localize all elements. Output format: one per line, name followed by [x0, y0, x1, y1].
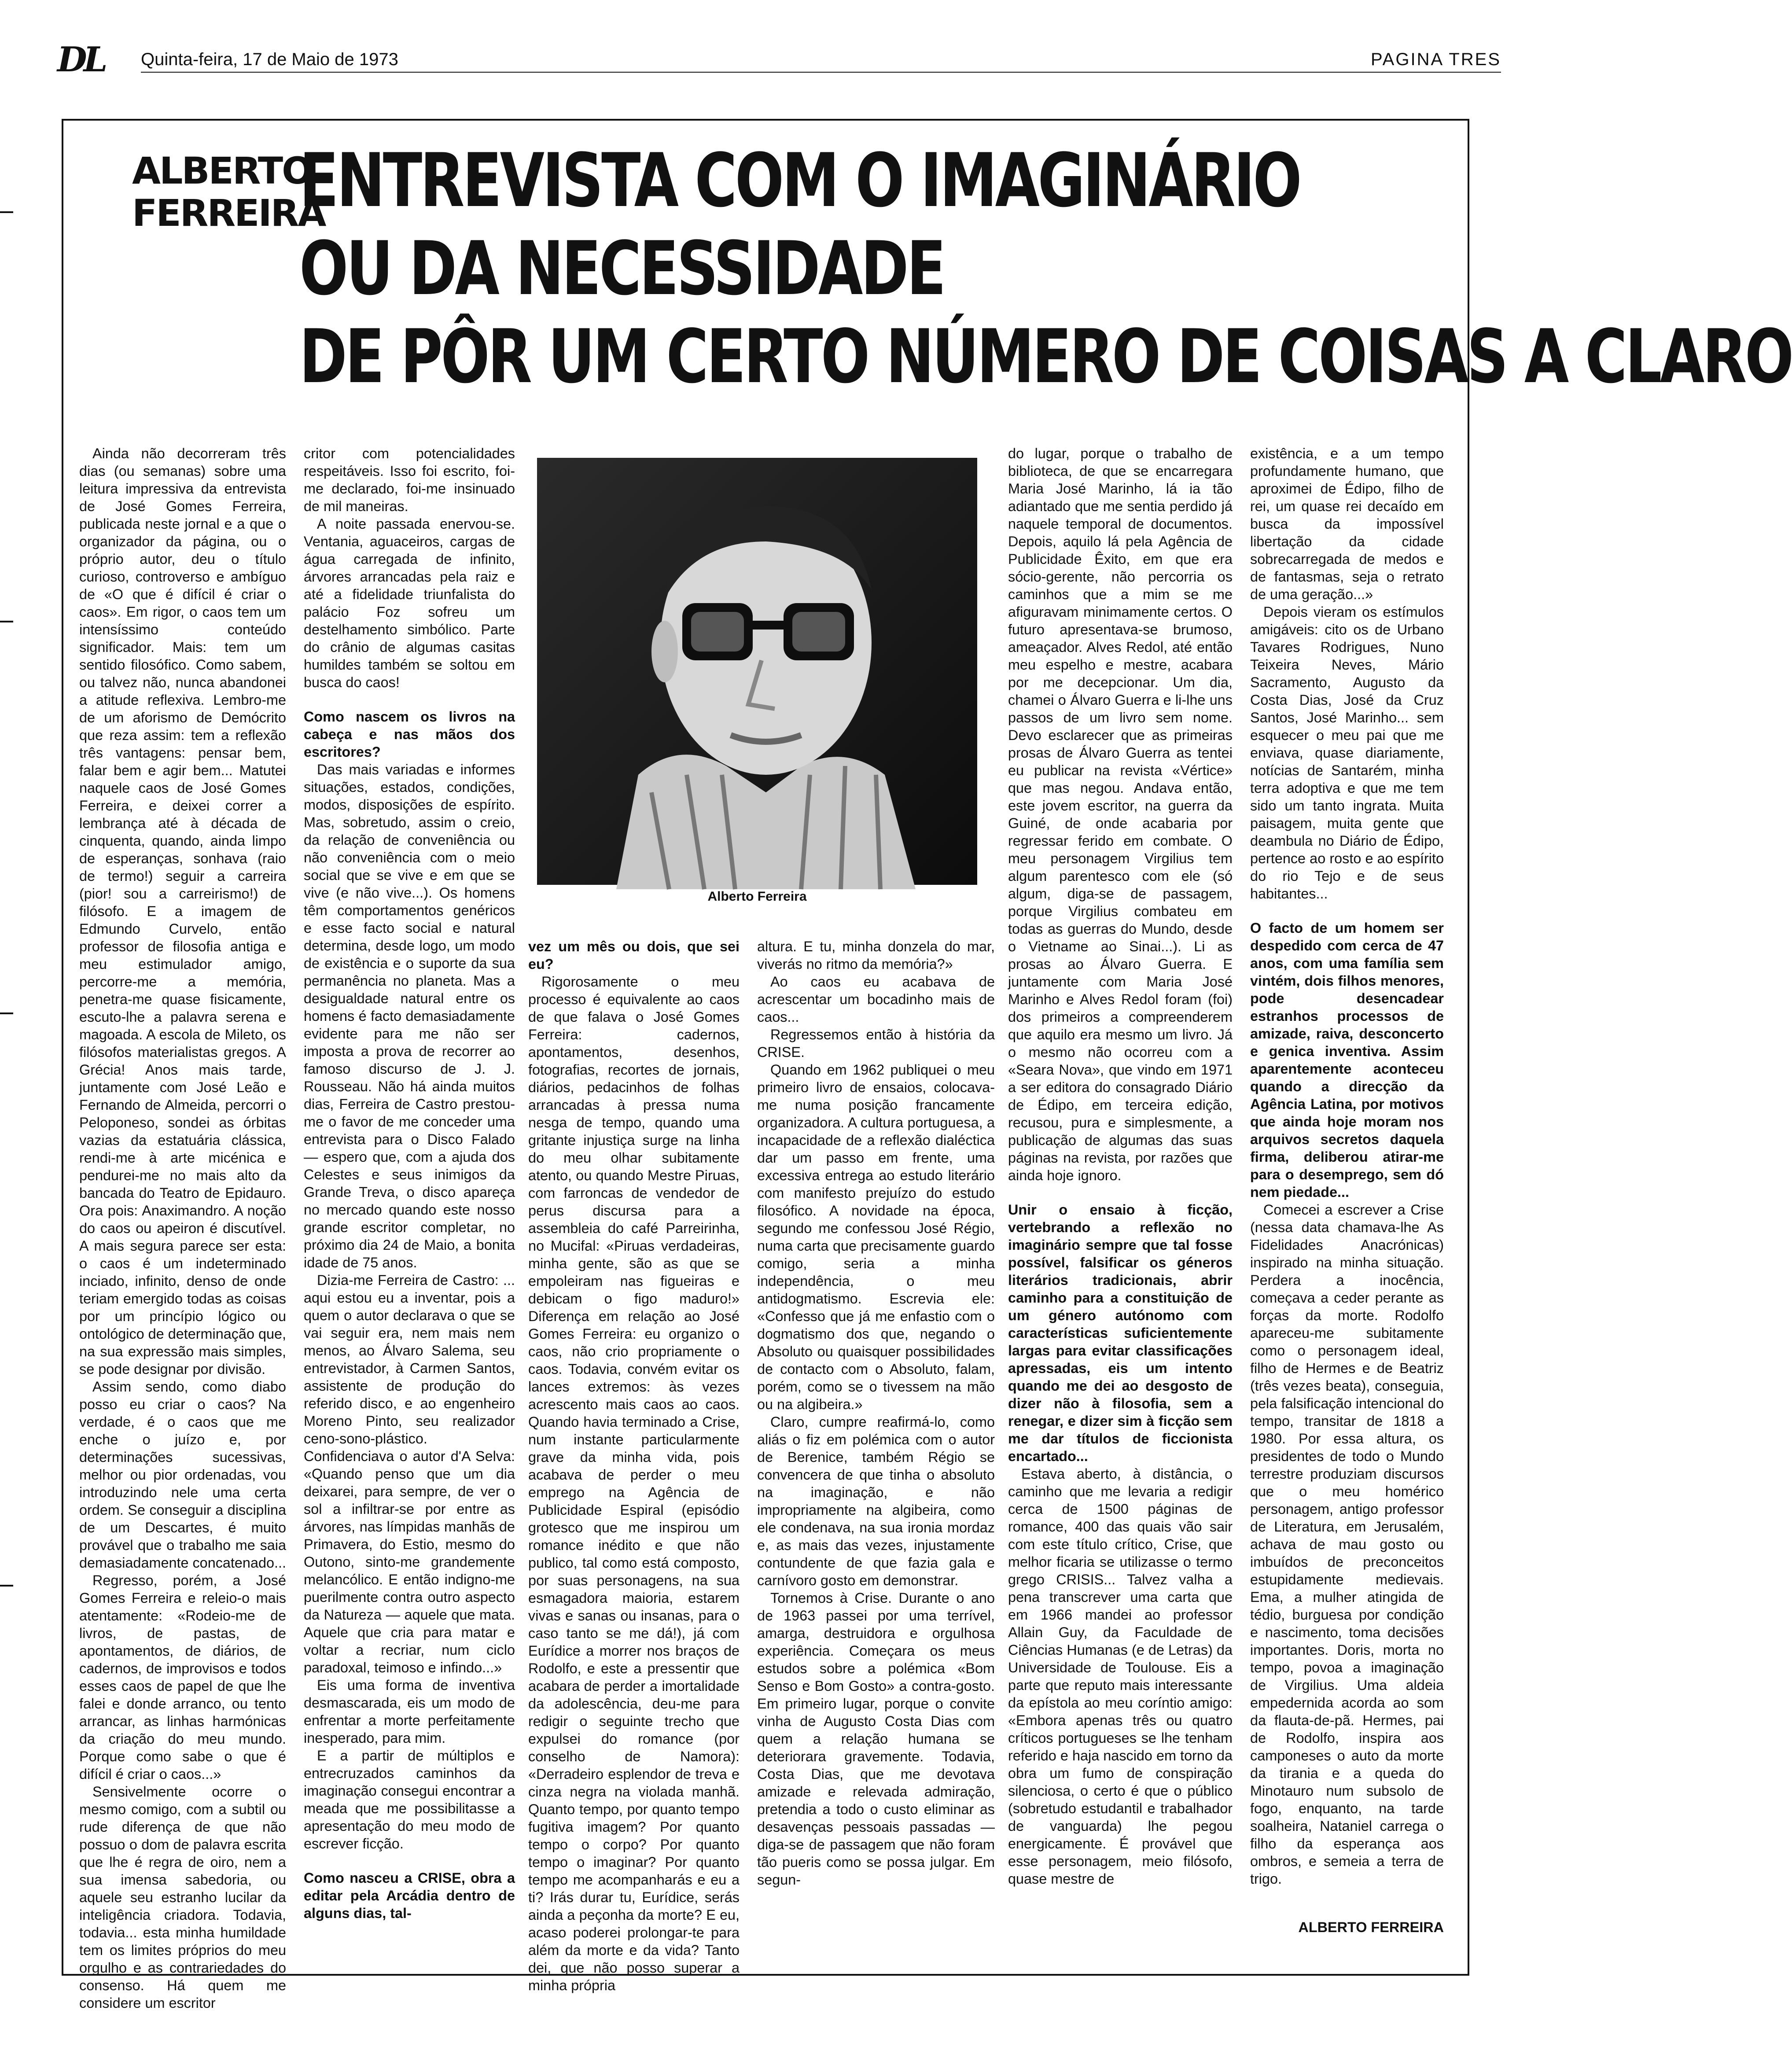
- paragraph: Claro, cumpre reafirmá-lo, como aliás o fiz em polémica com o autor de Berenice, também Régio se convencera de que tinha o absoluto na imaginação, e não impropriamente na algibeira, como ele condenava, na sua ironia mordaz e, as mais das vezes, injustamente contundente de que fazia gala e carnívoro gosto em demonstrar.: [757, 1414, 995, 1588]
- paragraph: Das mais variadas e informes situações, estados, condições, modos, disposições de espírito. Mas, sobretudo, assim o creio, da relação de conveniência ou não conveniência com o meio social que se vive e em que se vive (e não vive...). Os homens têm comportamentos genéricos e esse facto social e natural determina, desde logo, um modo de existência e o suporte da sua permanência no planeta. Mas a desigualdade natural entre os homens é facto demasiadamente evidente para me não ser imposta a prova de recorrer ao famoso discurso de J. J. Rousseau. Não há ainda muitos dias, Ferreira de Castro prestou-me o favor de me conceder uma entrevista para o Disco Falado — espero que, com a ajuda dos Celestes e seus inimigos da Grande Treva, o disco apareça no mercado quando este nosso grande escritor completar, no próximo dia 24 de Maio, a bonita idade de 75 anos.: [304, 762, 515, 1270]
- paragraph: Rigorosamente o meu processo é equivalente ao caos de que falava o José Gomes Ferreira: cadernos, apontamentos, desenhos, fotografias, recortes de jornais, diários, pedacinhos de folhas arrancadas à pressa numa nesga de tempo, quando uma gritante injustiça surge na linha do meu olhar subitamente atento, ou quando Mestre Piruas, com farroncas de vendedor de perus discursa para a assembleia do café Parreirinha, no Mucifal: «Piruas verdadeiras, minha gente, são as que se empoleiram nas figueiras e debicam o figo maduro!» Diferença em relação ao José Gomes Ferreira: eu organizo o caos, não crio propriamente o caos. Todavia, convém evitar os lances extremos: às vezes acrescento mais caos ao caos. Quando havia terminado a Crise, num instante particularmente grave da minha vida, pois acabava de perder o meu emprego na Agência de Publicidade Espiral (episódio grotesco que me inspirou um romance inédito e que não publico, tal como está composto, por suas personagens, na sua esmagadora maioria, estarem vivas e sanas ou insanas, para o caso tanto se me dá!), já com Eurídice a morrer nos braços de Rodolfo, e este a pressentir que acabara de perder a imortalidade da adolescência, deu-me para redigir o seguinte trecho que expulsei do romance (por conselho de Namora): «Derradeiro esplendor de treva e cinza negra na violada manhã. Quanto tempo, por quanto tempo fugitiva imagem? Por quanto tempo o corpo? Por quanto tempo o imaginar? Por quanto tempo me acompanharás e eu a ti? Irás durar tu, Eurídice, serás ainda a peçonha da morte? E eu, acaso poderei prolongar-te para além da morte e da vida? Tanto dei, que não posso superar a minha própria: [528, 974, 740, 1993]
- issue-date: Quinta-feira, 17 de Maio de 1973: [141, 50, 398, 69]
- author-byline: [132, 149, 325, 235]
- article-column-6: [1250, 445, 1444, 1936]
- header-rule: [141, 72, 1501, 73]
- margin-mark: [0, 621, 13, 622]
- paragraph: Sensivelmente ocorre o mesmo comigo, com a subtil ou rude diferença de que não possuo o dom de palavra escrita que lhe é regra de oiro, nem a sua imensa sabedoria, ou aquele seu estranho lucilar da inteligência criadora. Todavia, todavia... esta minha humildade tem os limites próprios do meu orgulho e as contrariedades do consenso. Há quem me considere um escritor: [79, 1784, 286, 2011]
- byline-last-name: FERREIRA: [132, 191, 325, 235]
- paragraph: Ainda não decorreram três dias (ou semanas) sobre uma leitura impressiva da entrevista de José Gomes Ferreira, publicada neste jornal e a que o organizador da página, ou o próprio autor, deu o título curioso, controverso e ambíguo de «O que é difícil é criar o caos». Em rigor, o caos tem um intensíssimo conteúdo significador. Mais: tem um sentido filosófico. Como sabem, ou talvez não, nunca abandonei a atitude reflexiva. Lembro-me de um aforismo de Demócrito que reza assim: tem a reflexão três vantagens: pensar bem, falar bem e agir bem... Matutei naquele caos de José Gomes Ferreira, e deixei correr a lembrança até à década de cinquenta, quando, ainda limpo de esperanças, sonhava (raio de termo!) seguir a carreira (pior! sou a carreirismo!) de filósofo. E a imagem de Edmundo Curvelo, então professor de filosofia antiga e meu estimulador amigo, percorre-me a memória, penetra-me quase fisicamente, escuto-lhe a palavra serena e magoada. A escola de Mileto, os filósofos materialistas gregos. A Grécia! Anos mais tarde, juntamente com José Leão e Fernando de Almeida, percorri o Peloponeso, sondei as órbitas vazias da estatuária clássica, rendi-me à arte micénica e pendurei-me no mais alto da bancada do Teatro de Epidauro. Ora pois: Anaximandro. A noção do caos ou apeiron é discutível. A mais segura parece ser esta: o caos é um indeterminado inciado, infinito, denso de onde teriam emergido todas as coisas por um princípio lógico ou ontológico de determinação que, na sua expressão mais simples, se pode designar por divisão.: [79, 445, 286, 1377]
- paragraph: A noite passada enervou-se. Ventania, aguaceiros, cargas de água carregada de infinito, árvores arrancadas pela raiz e até a fidelidade triunfalista do palácio Foz sofreu um destelhamento simbólico. Parte do crânio de algumas casitas humildes também se soltou em busca do caos!: [304, 516, 515, 690]
- article-column-1: [79, 445, 286, 2012]
- paragraph: Assim sendo, como diabo posso eu criar o caos? Na verdade, é o caos que me enche o juízo e, por determinações sucessivas, melhor ou pior ordenadas, vou introduzindo nele uma certa ordem. Se conseguir a disciplina de um Descartes, é muito provável que o trabalho me saia demasiadamente concatenado...: [79, 1379, 286, 1571]
- headline-line-1: ENTREVISTA COM O IMAGINÁRIO: [299, 137, 1300, 224]
- margin-mark: [0, 1585, 13, 1587]
- section-subheading: vez um mês ou dois, que sei eu?: [528, 939, 740, 972]
- paragraph: altura. E tu, minha donzela do mar, viverás no ritmo da memória?»: [757, 939, 995, 972]
- paragraph: Ao caos eu acabava de acrescentar um bocadinho mais de caos...: [757, 974, 995, 1025]
- paragraph: Eis uma forma de inventiva desmascarada, eis um modo de enfrentar a morte perfeitamente inesperado, para mim.: [304, 1677, 515, 1746]
- page-label: PAGINA TRES: [1370, 50, 1501, 69]
- byline-first-name: ALBERTO: [132, 149, 312, 192]
- section-subheading: Como nasceu a CRISE, obra a editar pela Arcádia dentro de alguns dias, tal-: [304, 1870, 515, 1921]
- paragraph: Depois vieram os estímulos amigáveis: cito os de Urbano Tavares Rodrigues, Nuno Teixeira Neves, Mário Sacramento, Augusto da Costa Dias, José da Cruz Santos, José Marinho... sem esquecer o meu pai que me enviava, quase diariamente, notícias de Santarém, minha terra adoptiva e que me tem sido um tanto ingrata. Muita paisagem, muita gente que deambula no Diário de Édipo, pertence ao rosto e ao espírito do rio Tejo e de seus habitantes...: [1250, 604, 1444, 902]
- margin-mark: [0, 1012, 13, 1014]
- paragraph: Regresso, porém, a José Gomes Ferreira e releio-o mais atentamente: «Rodeio-me de livros, de pastas, de apontamentos, de diários, de cadernos, de improvisos e todos esses caos de papel de que lhe falei e donde arranco, ou tento arrancar, as linhas harmónicas da criação do meu mundo. Porque como sabe o que é difícil é criar o caos...»: [79, 1572, 286, 1782]
- article-column-3: [528, 938, 740, 1994]
- paragraph: Comecei a escrever a Crise (nessa data chamava-lhe As Fidelidades Anacrónicas) inspirado na minha situação. Perdera a inocência, começava a ceder perante as forças da morte. Rodolfo apareceu-me subitamente como o personagem ideal, filho de Hermes e de Beatriz (três vezes beata), conseguia, pela falsificação intencional do tempo, transitar de 1818 a 1980. Por essa altura, os presidentes de todo o Mundo terrestre produziam discursos que o meu homérico personagem, antigo professor de Literatura, em Jerusalém, achava de mau gosto ou imbuídos de preconceitos estupidamente medievais. Ema, a mulher atingida de tédio, burguesa por condição e nascimento, toma decisões importantes. Doris, morta no tempo, povoa a imaginação de Virgilius. Uma aldeia empedernida acorda ao som da flauta-de-pã. Hermes, pai de Rodolfo, inspira aos camponeses o auto da morte da tirania e a queda do Minotauro num subsolo de fogo, enquanto, na tarde soalheira, Nataniel carrega o filho da esperança aos ombros, e semeia a terra de trigo.: [1250, 1202, 1444, 1887]
- article-column-4: [757, 938, 995, 1889]
- section-subheading: O facto de um homem ser despedido com cerca de 47 anos, com uma família sem vintém, dois filhos menores, pode desencadear estranhos processos de amizade, raiva, desconcerto e genica inventiva. Assim aparentemente aconteceu quando a direcção da Agência Latina, por motivos que ainda hoje moram nos arquivos secretos daquela firma, deliberou atirar-me para o desemprego, sem dó nem piedade...: [1250, 920, 1444, 1200]
- headline-line-3: DE PÔR UM CERTO NÚMERO DE COISAS A CLARO: [299, 313, 1792, 400]
- paragraph: Tornemos à Crise. Durante o ano de 1963 passei por uma terrível, amarga, destruidora e orgulhosa experiência. Começara os meus estudos sobre a polémica «Bom Senso e Bom Gosto» a contra-gosto. Em primeiro lugar, porque o convite vinha de Augusto Costa Dias com quem a relação humana se deteriorara gravemente. Todavia, Costa Dias, que me devotava amizade e relevada admiração, pretendia a todo o custo eliminar as desavenças pessoais passadas — diga-se de passagem que não foram tão pueris como se possa julgar. Em segun-: [757, 1590, 995, 1888]
- section-subheading: Como nascem os livros na cabeça e nas mãos dos escritores?: [304, 709, 515, 760]
- paragraph: do lugar, porque o trabalho de biblioteca, de que se encarregara Maria José Marinho, lá ia tão adiantado que me sentia perdido já naquele temporal de documentos. Depois, aquilo lá pela Agência de Publicidade Êxito, em que era sócio-gerente, não percorria os caminhos que a mim se me afiguravam minimamente certos. O futuro apresentava-se brumoso, ameaçador. Alves Redol, até então meu espelho e mestre, acabara por me decepcionar. Um dia, chamei o Álvaro Guerra e li-lhe uns passos de um livro sem nome. Devo esclarecer que as primeiras prosas de Álvaro Guerra as tentei eu publicar na revista «Vértice» que mas negou. Andava então, este jovem escritor, na guerra da Guiné, de onde acabaria por regressar ferido em combate. O meu personagem Virgilius tem algum parentesco com ele (só algum, diga-se de passagem, porque Virgilius combateu em todas as guerras do Mundo, desde o Vietname ao Sinai...). Li as prosas ao Álvaro Guerra. E juntamente com Maria José Marinho e Alves Redol foram (foi) dos primeiros a compreenderem que aquilo era mesmo um livro. Já o mesmo não ocorreu com a «Seara Nova», que vindo em 1971 a ser editora do consagrado Diário de Édipo, em terceira edição, recusou, pura e simplesmente, a publicação de algumas das suas páginas na revista, por razões que ainda hoje ignoro.: [1008, 445, 1233, 1183]
- paragraph: Regressemos então à história da CRISE.: [757, 1027, 995, 1060]
- paragraph: existência, e a um tempo profundamente humano, que aproximei de Édipo, filho de rei, um quase rei decaído em busca da impossível libertação da cidade sobrecarregada de medos e de fantasmas, seja o retrato de uma geração...»: [1250, 445, 1444, 602]
- paragraph: Dizia-me Ferreira de Castro: ... aqui estou eu a inventar, pois a quem o autor declarava o que se vai seguir era, nem mais nem menos, ao Álvaro Salema, seu entrevistador, à Carmen Santos, assistente de produção do referido disco, e ao engenheiro Moreno Pinto, seu realizador ceno-sono-plástico. Confidenciava o autor d'A Selva: «Quando penso que um dia deixarei, para sempre, de ver o sol a infiltrar-se por entre as árvores, nas límpidas manhãs de Primavera, do Estio, mesmo do Outono, sinto-me grandemente melancólico. E então indigno-me puerilmente contra outro aspecto da Natureza — aquele que mata. Aquele que cria para matar e voltar a recriar, num ciclo paradoxal, teimoso e infindo...»: [304, 1272, 515, 1675]
- section-subheading: Unir o ensaio à ficção, vertebrando a reflexão no imaginário sempre que tal fosse possível, falsificar os géneros literários tradicionais, abrir caminho para a constituição de um género autónomo com características suficientemente largas para evitar classificações apressadas, eis um intento quando me dei ao desgosto de dizer não à filosofia, sem a renegar, e dizer sim à ficção sem me dar títulos de ficcionista encartado...: [1008, 1202, 1233, 1464]
- paragraph: Estava aberto, à distância, o caminho que me levaria a redigir cerca de 1500 páginas de romance, 400 das quais vão sair com este título crítico, Crise, que melhor ficaria se utilizasse o termo grego CRISIS... Talvez valha a pena transcrever uma carta que em 1966 mandei ao professor Allain Guy, da Faculdade de Ciências Humanas (e de Letras) da Universidade de Toulouse. Eis a parte que reputo mais interessante da epístola ao meu coríntio amigo: «Embora apenas três ou quatro críticos portugueses se lhe tenham referido e haja nascido em torno da obra um fumo de conspiração silenciosa, o certo é que o público (sobretudo estudantil e trabalhador de vanguarda) lhe pegou energicamente. É provável que esse personagem, meio filósofo, quase mestre de: [1008, 1466, 1233, 1887]
- article-column-2: [304, 445, 515, 1922]
- margin-mark: [0, 211, 13, 213]
- paragraph: critor com potencialidades respeitáveis. Isso foi escrito, foi-me declarado, foi-me insinuado de mil maneiras.: [304, 445, 515, 514]
- paragraph: E a partir de múltiplos e entrecruzados caminhos da imaginação consegui encontrar a meada que me possibilitasse a apresentação do meu modo de escrever ficção.: [304, 1748, 515, 1852]
- photo-caption: Alberto Ferreira: [707, 889, 807, 904]
- paragraph: Quando em 1962 publiquei o meu primeiro livro de ensaios, colocava-me numa posição francamente organizadora. A cultura portuguesa, a incapacidade de a reflexão dialéctica dar um passo em frente, uma excessiva entrega ao estudo literário com manifesto prejuízo do estudo filosófico. A novidade na época, segundo me confessou José Régio, numa carta que precisamente guardo comigo, seria a minha independência, o meu antidogmatismo. Escrevia ele: «Confesso que já me enfastio com o dogmatismo dos que, negando o Absoluto ou quaisquer possibilidades de contacto com o Absoluto, falam, porém, como se o tivessem na mão ou na algibeira.»: [757, 1062, 995, 1412]
- article-headline: [299, 136, 1792, 401]
- newspaper-logo: DL: [57, 40, 104, 80]
- headline-line-2: OU DA NECESSIDADE: [299, 225, 944, 312]
- author-signature: ALBERTO FERREIRA: [1298, 1919, 1444, 1935]
- author-portrait-photo: [537, 458, 977, 885]
- page-header: [40, 40, 1510, 80]
- article-column-5: [1008, 445, 1233, 1888]
